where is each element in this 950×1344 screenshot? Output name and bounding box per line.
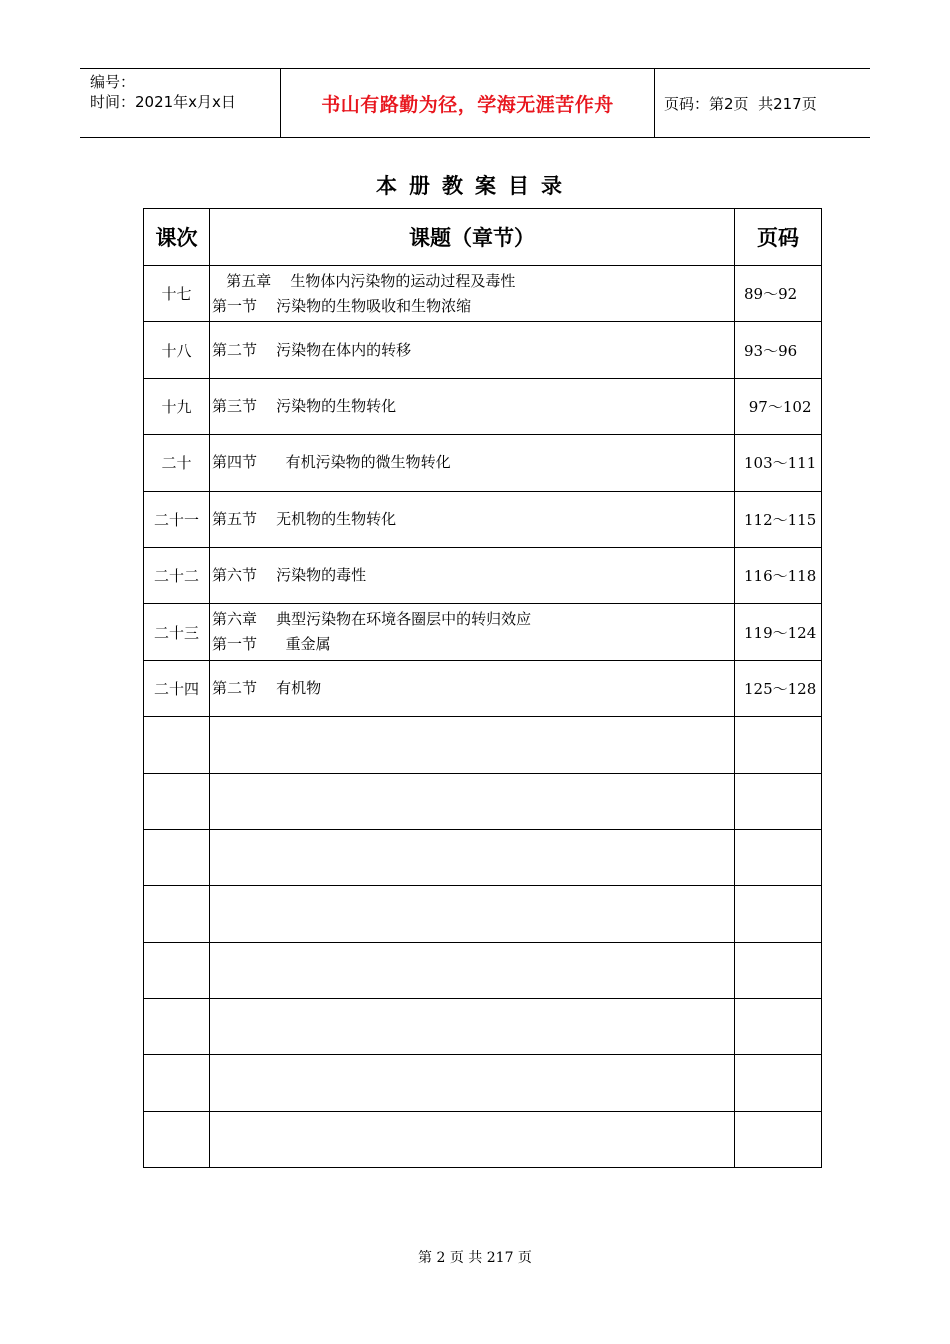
lesson-number [144,773,210,829]
footer-page-number: 第 2 页 共 217 页 [418,1250,532,1266]
lesson-topic [210,942,735,998]
lesson-number: 二十三 [144,604,210,660]
page-range: 119～124 [735,604,822,660]
page-range: 97～102 [735,378,822,434]
page-title: 本册教案目录 [376,174,574,198]
topic-line: 第五章 生物体内污染物的运动过程及毒性 [212,271,516,290]
page-range [735,1055,822,1111]
table-row [144,942,822,998]
lesson-number [144,999,210,1055]
lesson-number: 二十一 [144,491,210,547]
page-range [735,829,822,885]
page-range: 112～115 [735,491,822,547]
topic-line: 第五节 无机物的生物转化 [212,509,397,528]
page-header [80,68,870,138]
table-row [144,1111,822,1167]
table-row [144,829,822,885]
header-motto: 书山有路勤为径，学海无涯苦作舟 [281,69,655,137]
col-header-topic: 课题（章节） [210,209,735,266]
lesson-topic [210,322,735,378]
page-range [735,1111,822,1167]
topic-line: 第六章 典型污染物在环境各圈层中的转归效应 [212,610,532,629]
lesson-number [144,829,210,885]
time-label: 时间：2021年x月x日 [90,93,236,111]
page-range: 89～92 [735,266,822,322]
topic-line: 第二节 有机物 [212,678,322,697]
topic-line: 第三节 污染物的生物转化 [212,396,397,415]
toc-body [144,266,822,1168]
lesson-number: 十七 [144,266,210,322]
lesson-topic [210,717,735,773]
lesson-number: 二十四 [144,660,210,716]
serial-label: 编号： [90,73,136,91]
table-row [144,999,822,1055]
table-row [144,717,822,773]
col-header-pages: 页码 [735,209,822,266]
lesson-topic [210,378,735,434]
lesson-number [144,942,210,998]
lesson-number [144,886,210,942]
page-range: 93～96 [735,322,822,378]
header-page-text: 页码：第2页 共217页 [664,94,817,113]
lesson-topic [210,773,735,829]
table-row [144,322,822,378]
table-row [144,547,822,603]
lesson-topic [210,491,735,547]
lesson-topic [210,547,735,603]
table-row [144,886,822,942]
page-range [735,886,822,942]
lesson-number: 二十 [144,435,210,491]
page-range: 125～128 [735,660,822,716]
table-row [144,435,822,491]
lesson-topic [210,999,735,1055]
table-row [144,660,822,716]
table-row [144,378,822,434]
lesson-number: 二十二 [144,547,210,603]
lesson-topic [210,886,735,942]
page-range [735,942,822,998]
topic-line: 第一节 污染物的生物吸收和生物浓缩 [212,296,472,315]
lesson-number: 十九 [144,378,210,434]
table-row [144,266,822,322]
page-range [735,717,822,773]
lesson-number [144,717,210,773]
page-range: 103～111 [735,435,822,491]
lesson-number [144,1111,210,1167]
lesson-topic [210,266,735,322]
topic-line: 第一节 重金属 [212,635,331,654]
topic-line: 第二节 污染物在体内的转移 [212,340,412,359]
page-range: 116～118 [735,547,822,603]
table-row [144,773,822,829]
lesson-topic [210,829,735,885]
table-row [144,1055,822,1111]
lesson-number [144,1055,210,1111]
table-row [144,491,822,547]
lesson-topic [210,660,735,716]
lesson-topic [210,1111,735,1167]
topic-line: 第四节 有机污染物的微生物转化 [212,453,451,472]
topic-line: 第六节 污染物的毒性 [212,566,367,585]
page-range [735,773,822,829]
page-range [735,999,822,1055]
toc-table [143,208,822,1168]
page-footer [0,1247,950,1267]
header-meta [80,69,281,137]
lesson-number: 十八 [144,322,210,378]
lesson-topic [210,1055,735,1111]
toc-header-row [144,209,822,266]
header-page-info [655,69,870,137]
lesson-topic [210,604,735,660]
table-row [144,604,822,660]
col-header-lesson: 课次 [144,209,210,266]
lesson-topic [210,435,735,491]
